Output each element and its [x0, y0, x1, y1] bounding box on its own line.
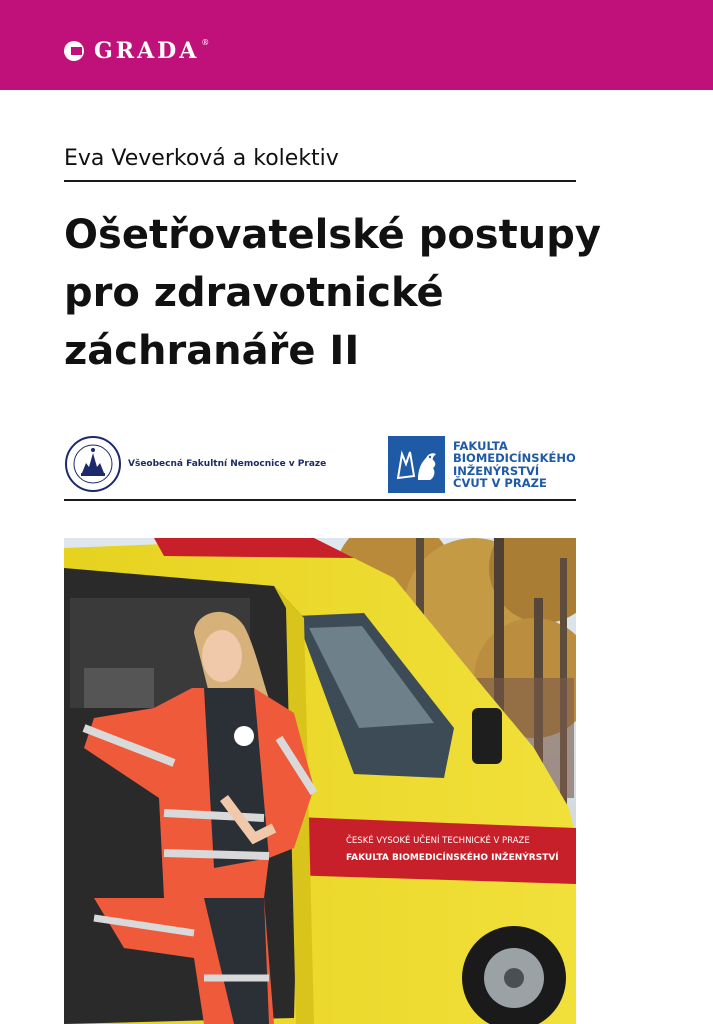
- fbmi-line-2: BIOMEDICÍNSKÉHO: [453, 451, 576, 465]
- publisher-header-bar: [0, 0, 713, 90]
- fbmi-logo: [388, 436, 576, 493]
- title-line-2: pro zdravotnické: [64, 270, 444, 316]
- divider-top: [64, 180, 576, 182]
- vfn-name: Všeobecná Fakultní Nemocnice v Praze: [128, 459, 327, 469]
- divider-bottom: [64, 499, 576, 501]
- ambulance-text-1: ČESKÉ VYSOKÉ UČENÍ TECHNICKÉ V PRAZE: [346, 836, 530, 846]
- ambulance-scene: [64, 538, 576, 1024]
- fbmi-line-3: INŽENÝRSTVÍ: [453, 463, 540, 478]
- fbmi-line-1: FAKULTA: [453, 438, 508, 453]
- fbmi-name: [453, 440, 576, 490]
- registered-mark: ®: [201, 38, 210, 47]
- title-line-3: záchranáře II: [64, 328, 360, 374]
- book-title: [64, 206, 601, 380]
- lion-emblem-icon: [388, 436, 445, 493]
- ambulance-text-2: FAKULTA BIOMEDICÍNSKÉHO INŽENÝRSTVÍ: [346, 853, 559, 863]
- vfn-logo: [64, 435, 326, 493]
- author-line: Eva Veverková a kolektiv: [64, 146, 339, 171]
- title-line-1: Ošetřovatelské postupy: [64, 212, 601, 258]
- publisher-name: GRADA: [94, 38, 200, 64]
- hospital-seal-icon: [64, 435, 122, 493]
- fbmi-line-4: ČVUT V PRAZE: [453, 476, 547, 490]
- publisher-logo: [64, 38, 209, 64]
- grada-dot-icon: [64, 41, 84, 61]
- cover-photo: [64, 538, 576, 1024]
